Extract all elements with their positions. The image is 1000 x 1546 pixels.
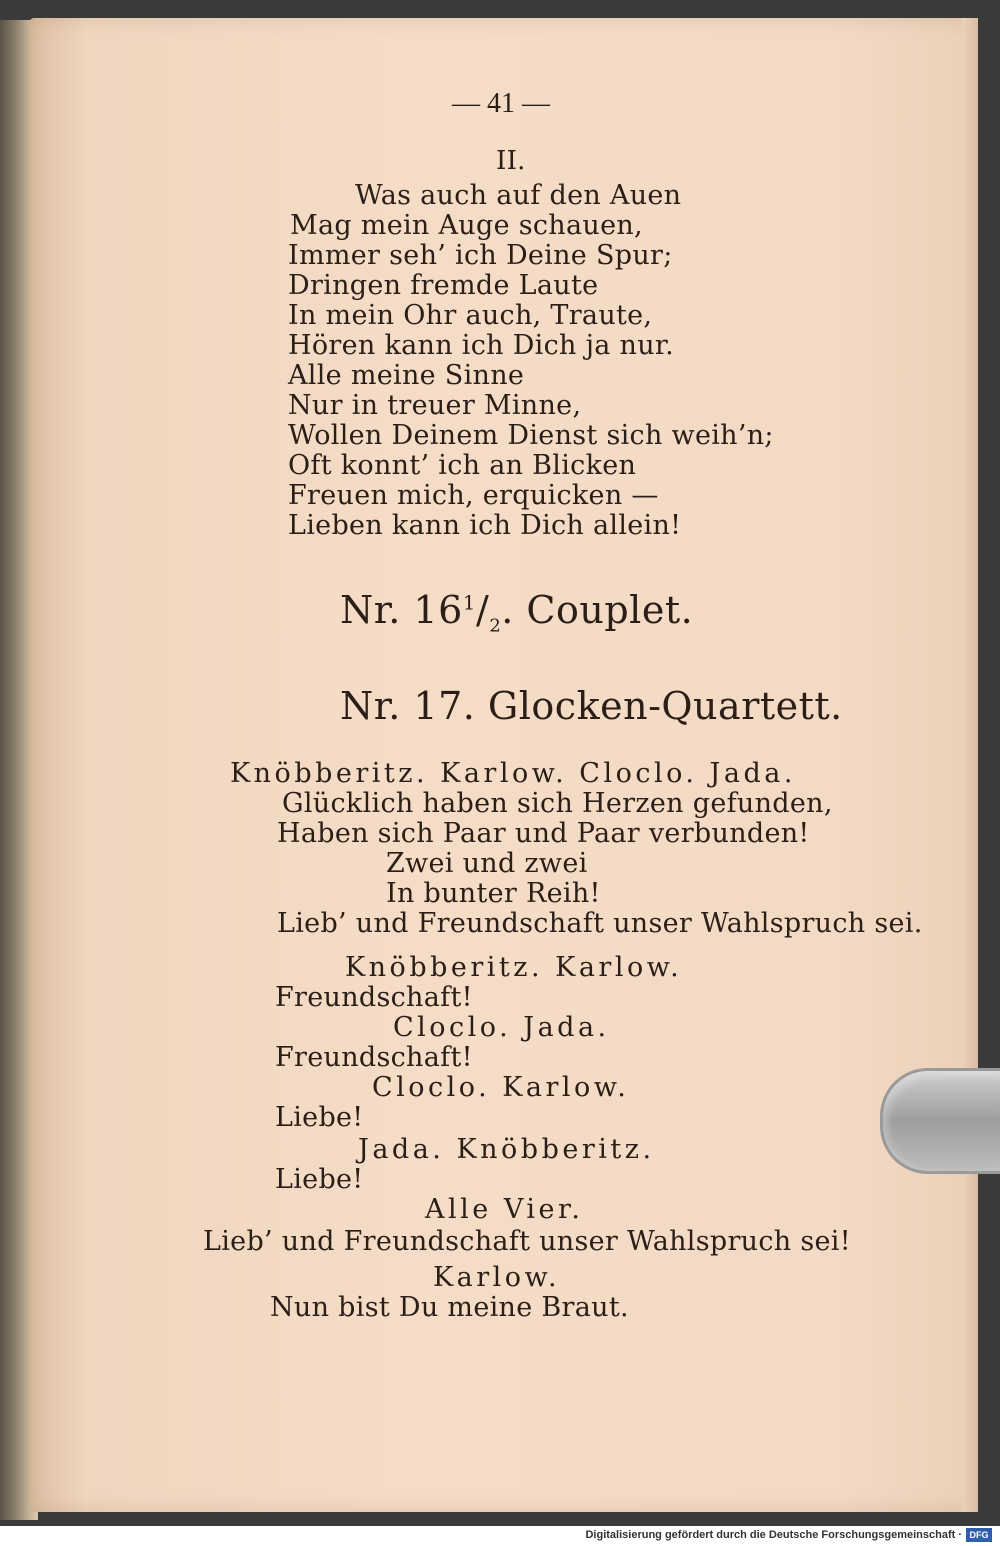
song-line: Lieb’ und Freundschaft unser Wahlspruch sei! — [203, 1226, 851, 1257]
song-line: Liebe! — [275, 1164, 364, 1195]
digitization-credit: Digitalisierung gefördert durch die Deutsche Forschungsgemeinschaft · — [585, 1529, 962, 1541]
song-line: Lieb’ und Freundschaft unser Wahlspruch sei. — [277, 908, 923, 939]
verse-line: Hören kann ich Dich ja nur. — [288, 330, 675, 361]
song-line: In bunter Reih! — [386, 878, 601, 909]
verse-line: Was auch auf den Auen — [355, 180, 682, 211]
verse-line: Immer seh’ ich Deine Spur; — [288, 240, 673, 271]
speaker-line: Jada. Knöbberitz. — [358, 1134, 655, 1165]
verse-line: Nur in treuer Minne, — [288, 390, 582, 421]
verse-line: In mein Ohr auch, Traute, — [288, 300, 653, 331]
speaker-line: Karlow. — [433, 1262, 561, 1293]
verse-line: Alle meine Sinne — [288, 360, 525, 391]
speaker-line: Knöbberitz. Karlow. — [345, 952, 683, 983]
speaker-line: Alle Vier. — [425, 1194, 584, 1225]
dfg-logo: DFG — [966, 1528, 992, 1542]
song-line: Haben sich Paar und Paar verbunden! — [277, 818, 810, 849]
verse-number: II. — [496, 146, 526, 176]
song-line: Nun bist Du meine Braut. — [270, 1292, 629, 1323]
verse-line: Oft konnt’ ich an Blicken — [288, 450, 637, 481]
couplet-heading-fraction-slash: / — [476, 588, 490, 632]
speaker-line: Cloclo. Jada. — [393, 1012, 610, 1043]
verse-line: Wollen Deinem Dienst sich weih’n; — [288, 420, 774, 451]
couplet-heading-fraction-numerator: 1 — [462, 590, 476, 615]
song-line: Liebe! — [275, 1102, 364, 1133]
verse-line: Lieben kann ich Dich allein! — [288, 510, 682, 541]
verse-line: Dringen fremde Laute — [288, 270, 599, 301]
couplet-heading-suffix: . Couplet. — [501, 588, 694, 632]
verse-line: Mag mein Auge schauen, — [290, 210, 643, 241]
song-line: Freundschaft! — [275, 982, 473, 1013]
couplet-heading-prefix: Nr. 16 — [340, 588, 463, 632]
song-line: Freundschaft! — [275, 1042, 473, 1073]
song-line: Glücklich haben sich Herzen gefunden, — [282, 788, 833, 819]
quartet-heading: Nr. 17. Glocken-Quartett. — [340, 684, 843, 728]
metal-clip — [880, 1068, 1000, 1174]
page-number: — 41 — — [452, 88, 550, 119]
page-edge — [962, 18, 978, 1512]
speaker-line: Cloclo. Karlow. — [372, 1072, 630, 1103]
couplet-heading — [340, 588, 693, 637]
couplet-heading-fraction-denominator: 2 — [489, 615, 502, 637]
song-line: Zwei und zwei — [386, 848, 588, 879]
verse-line: Freuen mich, erquicken — — [288, 480, 659, 511]
speaker-line: Knöbberitz. Karlow. Cloclo. Jada. — [230, 758, 796, 789]
